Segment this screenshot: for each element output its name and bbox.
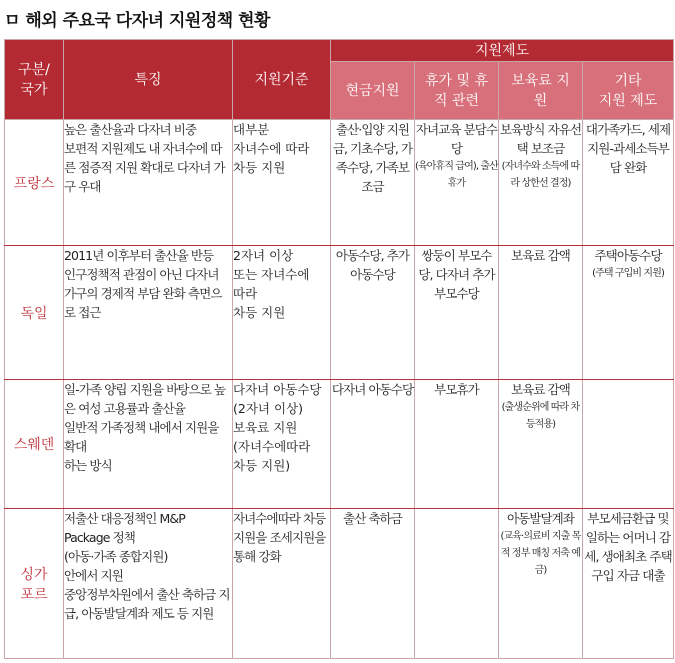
cash-cell: 다자녀 아동수당	[331, 380, 415, 509]
criteria-cell: 2자녀 이상 또는 자녀수에 따라 차등 지원	[233, 246, 331, 380]
other-cell: 주택아동수당 (주택 구입비 지원)	[583, 246, 674, 380]
header-system: 지원제도	[331, 40, 674, 62]
leave-cell	[415, 509, 499, 659]
cash-cell: 아동수당, 추가 아동수당	[331, 246, 415, 380]
leave-cell: 자녀교육 분담수당 (육아휴직 급여), 출산휴가	[415, 120, 499, 246]
header-category: 구분/ 국가	[5, 40, 64, 120]
other-cell: 부모세금환급 및 일하는 어머니 감세, 생애최초 주택 구입 자금 대출	[583, 509, 674, 659]
cash-cell: 출산·입양 지원금, 기초수당, 가족수당, 가족보조금	[331, 120, 415, 246]
criteria-cell: 대부분 자녀수에 따라 차등 지원	[233, 120, 331, 246]
table-row	[5, 380, 674, 509]
country-name: 싱가 포르	[5, 509, 64, 659]
other-cell: 대가족카드, 세제지원-과세소득부담 완화	[583, 120, 674, 246]
table-row	[5, 246, 674, 380]
header-criteria: 지원기준	[233, 40, 331, 120]
leave-cell: 쌍둥이 부모수당, 다자녀 추가 부모수당	[415, 246, 499, 380]
page-title: ㅁ 해외 주요국 다자녀 지원정책 현황	[4, 11, 270, 31]
header-cash: 현금지원	[331, 62, 415, 120]
table-row	[5, 509, 674, 659]
childcare-cell: 보육방식 자유선택 보조금 (자녀수와 소득에 따라 상한선 결정)	[499, 120, 583, 246]
features-cell: 저출산 대응정책인 M&P Package 정책 (아동·가족 종합지원) 안에서 지원 중앙정부차원에서 출산 축하금 지급, 아동발달계좌 제도 등 지원	[64, 509, 233, 659]
leave-cell: 부모휴가	[415, 380, 499, 509]
country-name: 스웨덴	[5, 380, 64, 509]
header-other: 기타 지원 제도	[583, 62, 674, 120]
header-features: 특징	[64, 40, 233, 120]
features-cell: 높은 출산율과 다자녀 비중 보편적 지원제도 내 자녀수에 따른 점증적 지원 확대로 다자녀 가구 우대	[64, 120, 233, 246]
childcare-cell: 아동발달계좌 (교육·의료비 지출 목적 정부 매칭 저축 예금)	[499, 509, 583, 659]
country-name: 프랑스	[5, 120, 64, 246]
header-leave: 휴가 및 휴 직 관련	[415, 62, 499, 120]
table-row	[5, 120, 674, 246]
features-cell: 2011년 이후부터 출산율 반등 인구정책적 관점이 아닌 다자녀 가구의 경제적 부담 완화 측면으로 접근	[64, 246, 233, 380]
childcare-cell: 보육료 감액 (출생순위에 따라 차등적용)	[499, 380, 583, 509]
country-name: 독일	[5, 246, 64, 380]
cash-cell: 출산 축하금	[331, 509, 415, 659]
criteria-cell: 다자녀 아동수당 (2자녀 이상) 보육료 지원 (자녀수에따라 차등 지원)	[233, 380, 331, 509]
policy-table	[4, 39, 674, 659]
header-childcare: 보육료 지 원	[499, 62, 583, 120]
criteria-cell: 자녀수에따라 차등 지원을 조세지원을 통해 강화	[233, 509, 331, 659]
features-cell: 일-가족 양립 지원을 바탕으로 높은 여성 고용률과 출산율 일반적 가족정책 내에서 지원을 확대 하는 방식	[64, 380, 233, 509]
childcare-cell: 보육료 감액	[499, 246, 583, 380]
other-cell	[583, 380, 674, 509]
